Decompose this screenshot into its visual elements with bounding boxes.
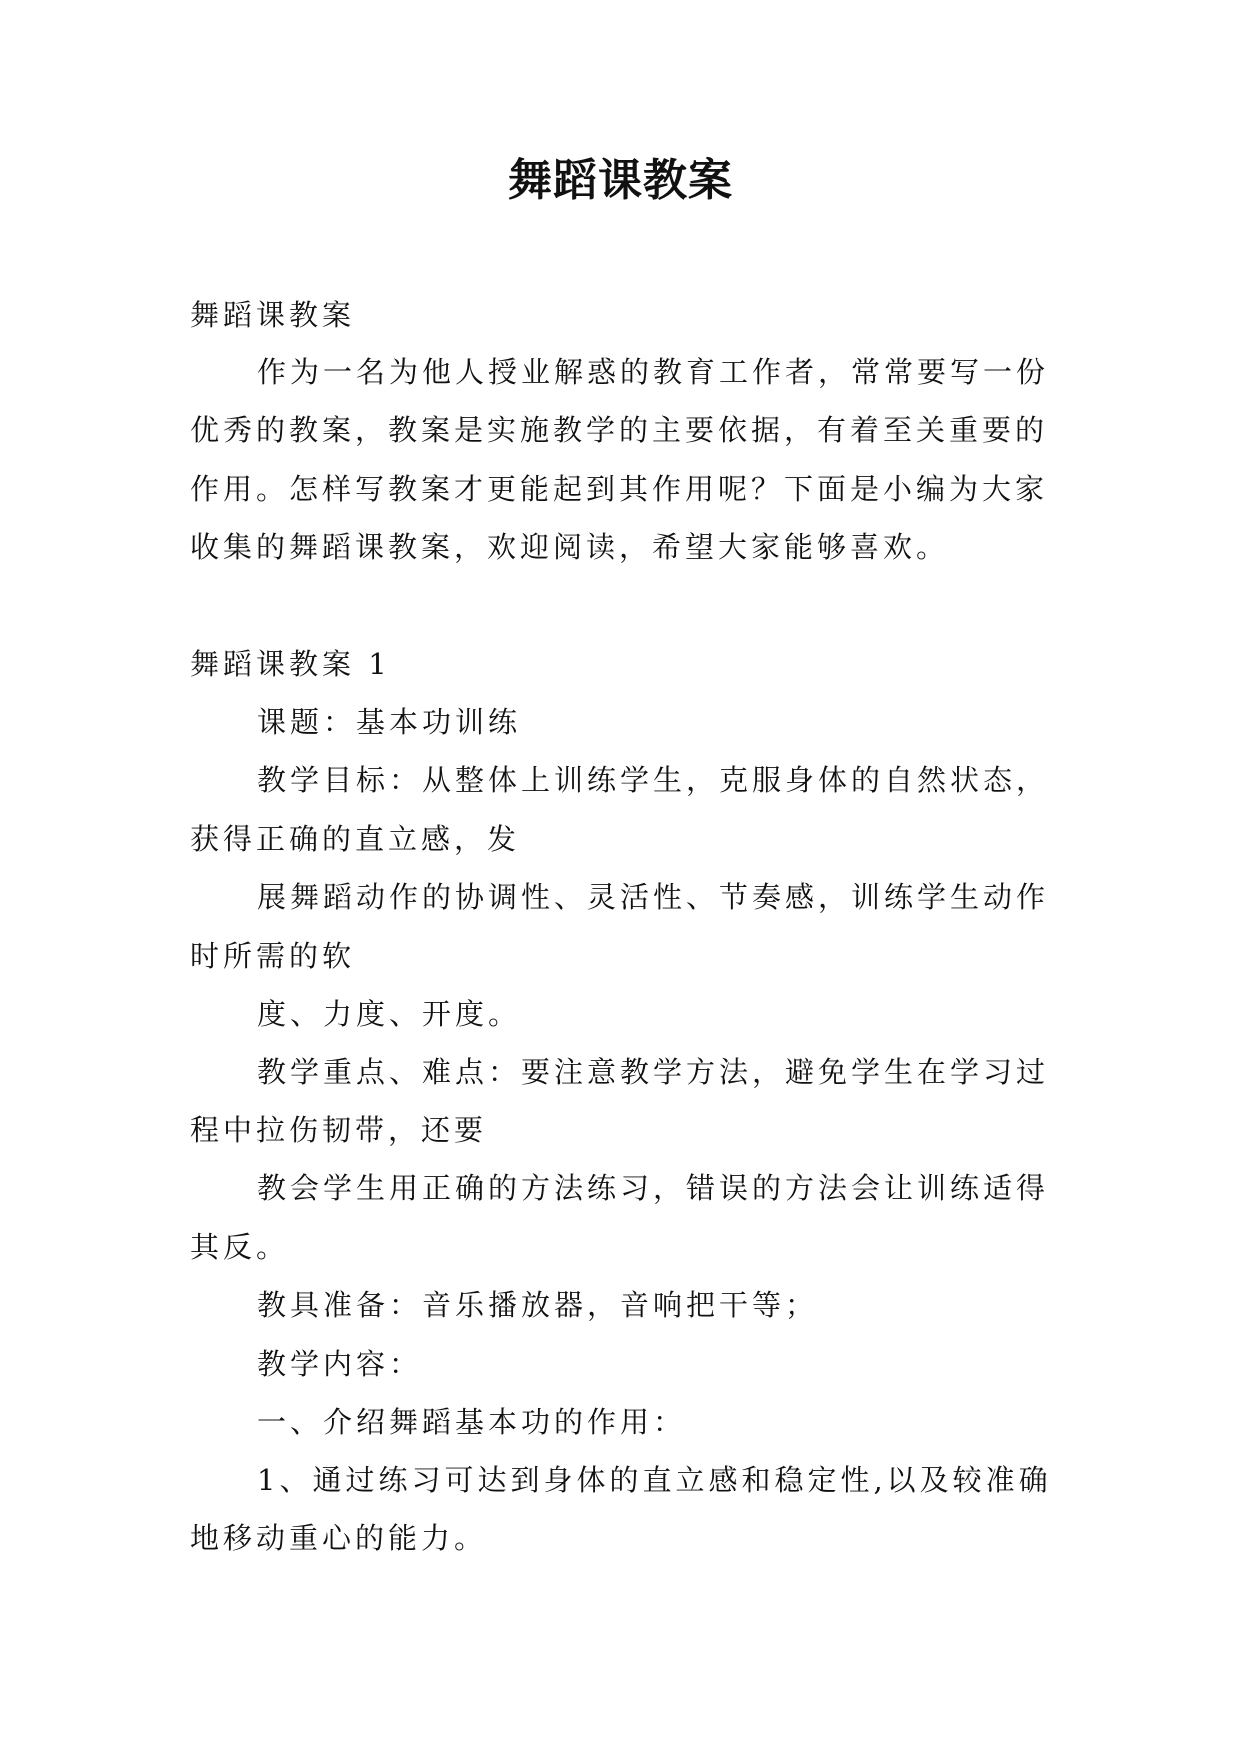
paragraph-line: 展舞蹈动作的协调性、灵活性、节奏感，训练学生动作: [257, 880, 1050, 914]
paragraph-line: 教学重点、难点：要注意教学方法，避免学生在学习过: [257, 1055, 1050, 1089]
paragraph-line: 作用。怎样写教案才更能起到其作用呢？下面是小编为大家: [190, 472, 1049, 506]
paragraph-line: 1、通过练习可达到身体的直立感和稳定性,以及较准确: [257, 1463, 1052, 1497]
paragraph-line: 课题：基本功训练: [257, 705, 522, 739]
paragraph-line: 一、介绍舞蹈基本功的作用：: [257, 1405, 687, 1439]
paragraph-line: 优秀的教案，教案是实施教学的主要依据，有着至关重要的: [190, 413, 1049, 447]
paragraph-line: 获得正确的直立感，发: [190, 822, 521, 856]
paragraph-line: 地移动重心的能力。: [190, 1521, 488, 1555]
document-title: 舞蹈课教案: [508, 155, 733, 206]
paragraph-line: 教学内容：: [257, 1347, 423, 1381]
section-heading: 舞蹈课教案 1: [190, 647, 391, 681]
paragraph-line: 作为一名为他人授业解惑的教育工作者，常常要写一份: [257, 355, 1050, 389]
paragraph-line: 度、力度、开度。: [257, 997, 522, 1031]
paragraph-line: 教学目标：从整体上训练学生，克服身体的自然状态，: [257, 763, 1050, 797]
paragraph-line: 收集的舞蹈课教案，欢迎阅读，希望大家能够喜欢。: [190, 530, 950, 564]
section-heading: 舞蹈课教案: [190, 298, 356, 332]
paragraph-line: 程中拉伤韧带，还要: [190, 1113, 488, 1147]
paragraph-line: 教具准备：音乐播放器，音响把干等；: [257, 1288, 819, 1322]
paragraph-line: 其反。: [190, 1230, 290, 1264]
paragraph-line: 教会学生用正确的方法练习，错误的方法会让训练适得: [257, 1171, 1050, 1205]
paragraph-line: 时所需的软: [190, 939, 356, 973]
